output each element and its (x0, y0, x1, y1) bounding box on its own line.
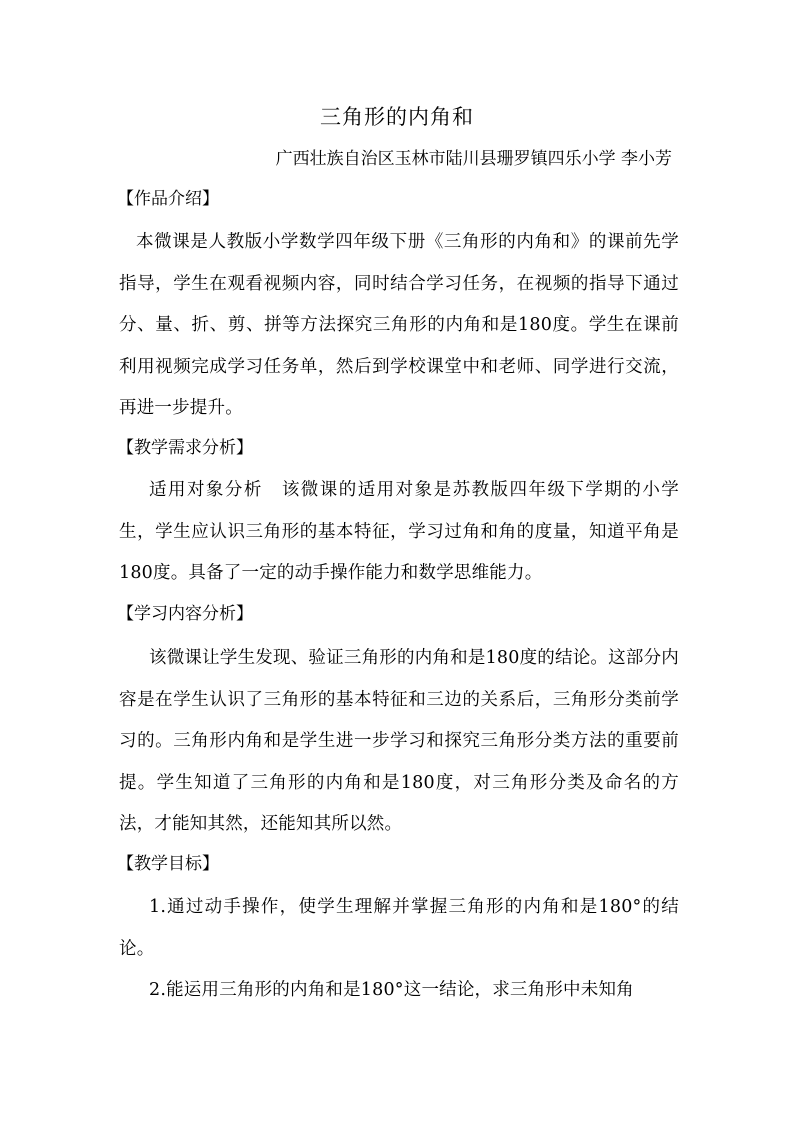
section-body-content-analysis: 该微课让学生发现、验证三角形的内角和是180度的结论。这部分内容是在学生认识了三角形的基本特征和三边的关系后，三角形分类前学习的。三角形内角和是学生进一步学习和探究三角形分类方法的重要前提。学生知道了三角形的内角和是180度，对三角形分类及命名的方法，才能知其然，还能知其所以然。 (119, 648, 679, 834)
section-body-needs-analysis: 适用对象分析 该微课的适用对象是苏教版四年级下学期的小学生，学生应认识三角形的基本特征，学习过角和角的度量，知道平角是180度。具备了一定的动手操作能力和数学思维能力。 (119, 480, 679, 583)
section-heading-needs-analysis: 【教学需求分析】 (117, 438, 253, 458)
section-heading-content-analysis: 【学习内容分析】 (117, 604, 253, 624)
author-line: 广西壮族自治区玉林市陆川县珊罗镇四乐小学 李小芳 (275, 149, 672, 169)
teaching-goal-item: 1.通过动手操作，使学生理解并掌握三角形的内角和是180°的结论。 (119, 897, 679, 959)
section-body-intro: 本微课是人教版小学数学四年级下册《三角形的内角和》的课前先学指导，学生在观看视频内容，同时结合学习任务，在视频的指导下通过分、量、折、剪、拼等方法探究三角形的内角和是180度。学生在课前利用视频完成学习任务单，然后到学校课堂中和老师、同学进行交流，再进一步提升。 (119, 232, 679, 418)
teaching-goal-item: 2.能运用三角形的内角和是180°这一结论，求三角形中未知角 (149, 980, 634, 1000)
section-heading-teaching-goals: 【教学目标】 (117, 854, 219, 874)
section-heading-intro: 【作品介绍】 (117, 189, 219, 209)
document-title: 三角形的内角和 (320, 105, 474, 129)
